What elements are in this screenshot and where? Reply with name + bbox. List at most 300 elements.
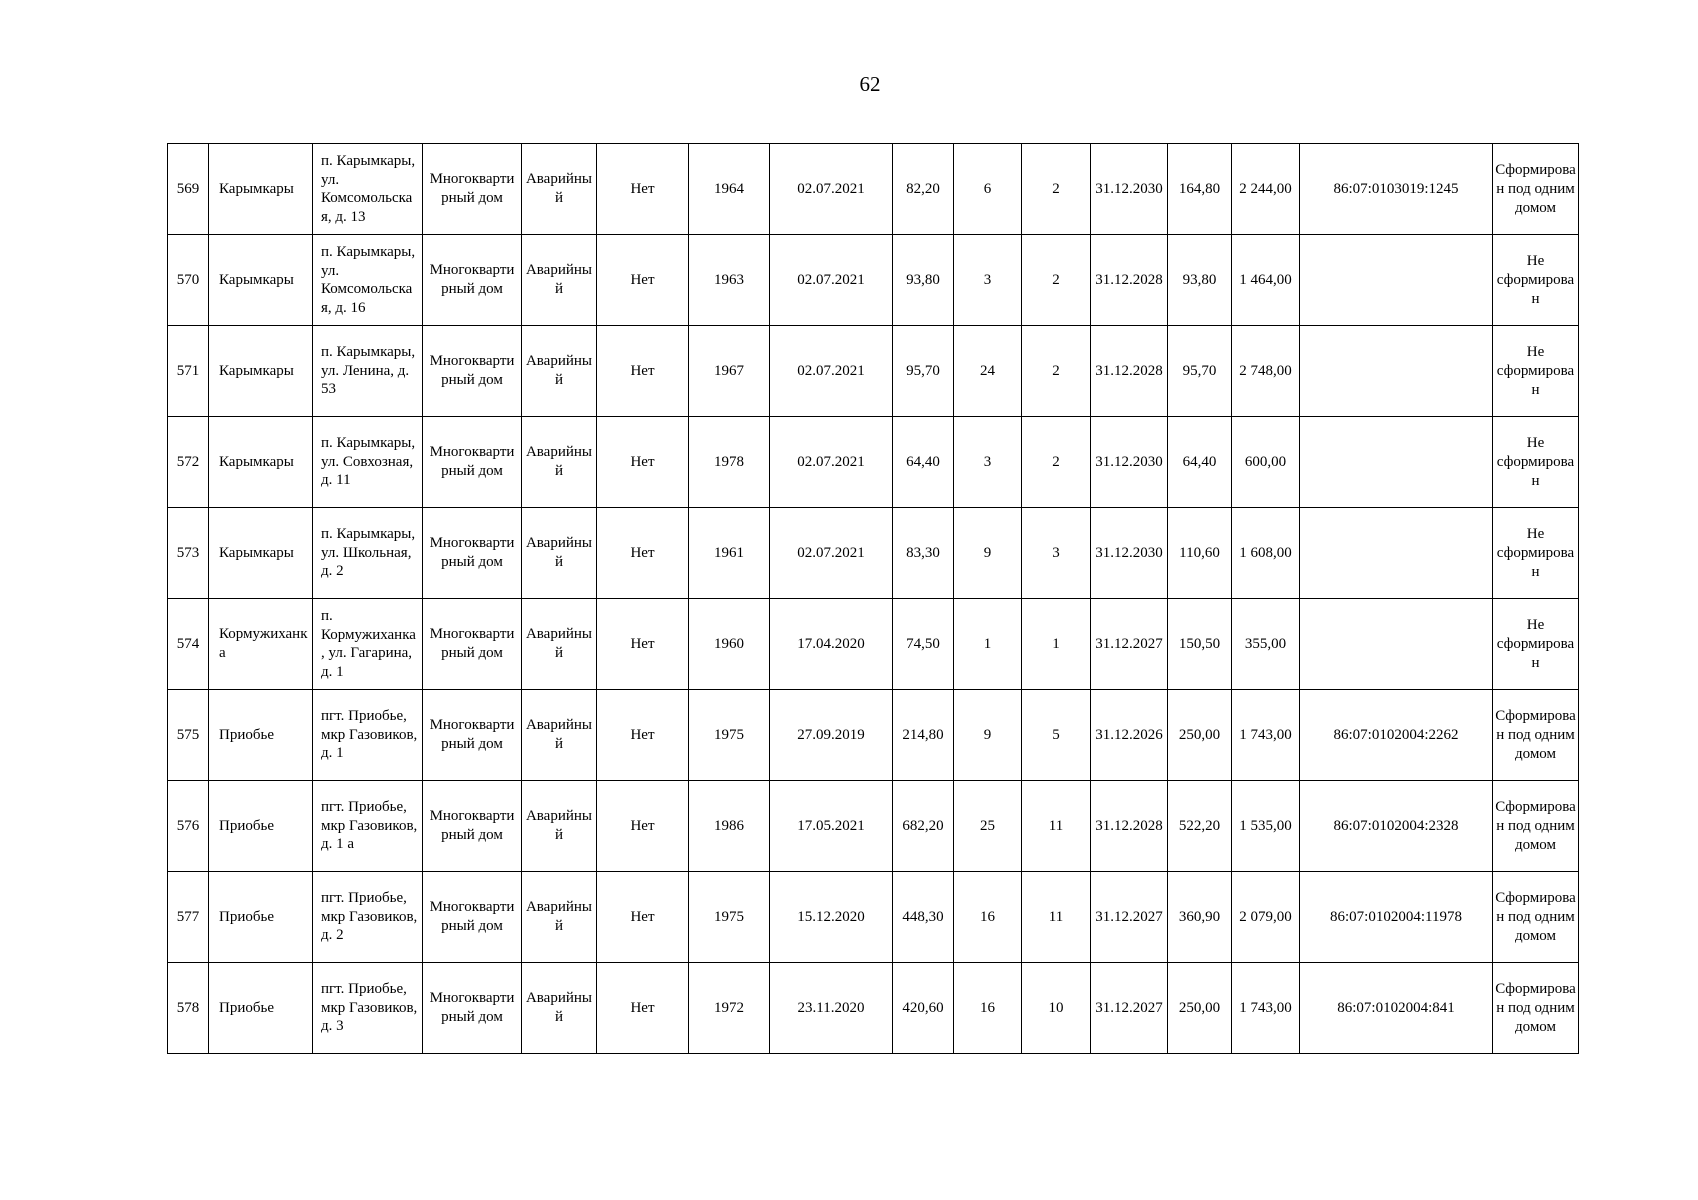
area-cell: [893, 235, 954, 326]
row-number-text: 575: [176, 726, 200, 743]
residents-cell: [954, 326, 1022, 417]
year-cell: [689, 690, 770, 781]
year-cell: [689, 417, 770, 508]
condition-cell: [522, 417, 597, 508]
condition-cell-text: Аварийный: [525, 717, 593, 752]
total-area-cell-text: 250,00: [1178, 999, 1221, 1016]
land-status-cell-text: Сформирован под одним домом: [1495, 161, 1576, 216]
settlement-cell: [209, 326, 313, 417]
settlement-cell: [209, 963, 313, 1054]
row-number: [168, 417, 209, 508]
date-cell: [770, 508, 893, 599]
date-cell: [770, 963, 893, 1054]
year-cell: [689, 144, 770, 235]
building-type-cell-text: Многоквартирный дом: [429, 444, 515, 479]
cadastral-number-cell: [1300, 235, 1493, 326]
row-number-text: 572: [176, 453, 200, 470]
deadline-cell: [1091, 872, 1168, 963]
value-cell-text: 600,00: [1244, 453, 1287, 470]
residents-cell-text: 9: [983, 544, 992, 561]
land-status-cell-text: Не сформирован: [1496, 343, 1575, 398]
deadline-cell-text: 31.12.2030: [1095, 544, 1163, 561]
date-cell: [770, 781, 893, 872]
condition-cell: [522, 963, 597, 1054]
deadline-cell: [1091, 144, 1168, 235]
floors-cell: [1022, 963, 1091, 1054]
settlement-cell-text: Приобье: [219, 817, 274, 834]
settlement-cell: [209, 508, 313, 599]
address-cell: [313, 417, 423, 508]
row-number: [168, 326, 209, 417]
year-cell-text: 1978: [714, 453, 744, 470]
row-number-text: 573: [176, 544, 200, 561]
date-cell-text: 02.07.2021: [797, 271, 865, 288]
deadline-cell-text: 31.12.2028: [1095, 817, 1163, 834]
value-cell-text: 355,00: [1244, 635, 1287, 652]
address-cell: [313, 963, 423, 1054]
condition-cell: [522, 690, 597, 781]
date-cell-text: 02.07.2021: [797, 180, 865, 197]
area-cell: [893, 508, 954, 599]
flag-cell: [597, 235, 689, 326]
table-row: [168, 690, 1579, 781]
table-row: [168, 781, 1579, 872]
value-cell-text: 2 244,00: [1239, 180, 1292, 197]
deadline-cell-text: 31.12.2026: [1095, 726, 1163, 743]
year-cell: [689, 235, 770, 326]
settlement-cell: [209, 599, 313, 690]
cadastral-number-cell: [1300, 326, 1493, 417]
flag-cell: [597, 872, 689, 963]
cadastral-number-cell: [1300, 417, 1493, 508]
residents-cell: [954, 781, 1022, 872]
land-status-cell-text: Не сформирован: [1496, 434, 1575, 489]
deadline-cell-text: 31.12.2028: [1095, 271, 1163, 288]
settlement-cell: [209, 417, 313, 508]
cadastral-number-cell: [1300, 690, 1493, 781]
date-cell-text: 02.07.2021: [797, 362, 865, 379]
building-type-cell: [423, 690, 522, 781]
total-area-cell: [1168, 144, 1232, 235]
housing-registry-table: [167, 143, 1579, 1054]
value-cell: [1232, 144, 1300, 235]
deadline-cell: [1091, 781, 1168, 872]
settlement-cell-text: Приобье: [219, 908, 274, 925]
floors-cell-text: 2: [1052, 362, 1060, 379]
floors-cell-text: 1: [1052, 635, 1060, 652]
row-number-text: 570: [176, 271, 200, 288]
address-cell-text: пгт. Приобье, мкр Газовиков, д. 2: [321, 890, 418, 944]
condition-cell: [522, 781, 597, 872]
land-status-cell-text: Не сформирован: [1496, 252, 1575, 307]
condition-cell-text: Аварийный: [525, 899, 593, 934]
residents-cell: [954, 690, 1022, 781]
year-cell: [689, 599, 770, 690]
address-cell-text: п. Карымкары, ул. Комсомольская, д. 13: [321, 153, 416, 225]
condition-cell-text: Аварийный: [525, 626, 593, 661]
row-number-text: 574: [176, 635, 200, 652]
area-cell: [893, 326, 954, 417]
residents-cell-text: 25: [980, 817, 995, 834]
total-area-cell: [1168, 872, 1232, 963]
condition-cell: [522, 326, 597, 417]
value-cell: [1232, 690, 1300, 781]
condition-cell: [522, 235, 597, 326]
year-cell-text: 1964: [714, 180, 744, 197]
deadline-cell: [1091, 235, 1168, 326]
deadline-cell-text: 31.12.2027: [1095, 635, 1163, 652]
condition-cell: [522, 599, 597, 690]
date-cell: [770, 235, 893, 326]
address-cell-text: п. Карымкары, ул. Комсомольская, д. 16: [321, 244, 416, 316]
building-type-cell: [423, 235, 522, 326]
year-cell-text: 1986: [714, 817, 744, 834]
land-status-cell: [1493, 235, 1579, 326]
residents-cell: [954, 508, 1022, 599]
flag-cell-text: Нет: [630, 362, 655, 379]
table-row: [168, 326, 1579, 417]
deadline-cell: [1091, 417, 1168, 508]
land-status-cell: [1493, 417, 1579, 508]
flag-cell-text: Нет: [630, 271, 655, 288]
area-cell: [893, 963, 954, 1054]
floors-cell-text: 2: [1052, 453, 1060, 470]
address-cell: [313, 872, 423, 963]
area-cell-text: 682,20: [902, 817, 944, 834]
building-type-cell-text: Многоквартирный дом: [429, 626, 515, 661]
address-cell-text: пгт. Приобье, мкр Газовиков, д. 1 а: [321, 799, 418, 853]
floors-cell: [1022, 872, 1091, 963]
address-cell: [313, 690, 423, 781]
date-cell-text: 23.11.2020: [797, 999, 865, 1016]
row-number-text: 576: [176, 817, 200, 834]
building-type-cell: [423, 508, 522, 599]
building-type-cell-text: Многоквартирный дом: [429, 899, 515, 934]
row-number: [168, 872, 209, 963]
row-number: [168, 235, 209, 326]
year-cell-text: 1975: [714, 908, 744, 925]
address-cell-text: пгт. Приобье, мкр Газовиков, д. 3: [321, 981, 418, 1035]
area-cell: [893, 144, 954, 235]
flag-cell: [597, 599, 689, 690]
flag-cell-text: Нет: [630, 999, 655, 1016]
condition-cell-text: Аварийный: [525, 171, 593, 206]
settlement-cell-text: Кормужиханка: [219, 626, 308, 661]
deadline-cell-text: 31.12.2027: [1095, 908, 1163, 925]
residents-cell: [954, 417, 1022, 508]
value-cell-text: 2 748,00: [1239, 362, 1292, 379]
settlement-cell-text: Карымкары: [219, 453, 294, 470]
condition-cell-text: Аварийный: [525, 990, 593, 1025]
residents-cell-text: 3: [983, 453, 992, 470]
date-cell: [770, 599, 893, 690]
residents-cell-text: 9: [983, 726, 992, 743]
settlement-cell: [209, 781, 313, 872]
cadastral-number-cell-text: 86:07:0102004:841: [1337, 999, 1455, 1016]
row-number: [168, 599, 209, 690]
condition-cell: [522, 872, 597, 963]
deadline-cell-text: 31.12.2030: [1095, 453, 1163, 470]
flag-cell-text: Нет: [630, 180, 655, 197]
land-status-cell-text: Сформирован под одним домом: [1495, 798, 1576, 853]
land-status-cell: [1493, 144, 1579, 235]
date-cell-text: 17.05.2021: [797, 817, 865, 834]
cadastral-number-cell: [1300, 599, 1493, 690]
floors-cell: [1022, 326, 1091, 417]
value-cell-text: 1 535,00: [1239, 817, 1292, 834]
total-area-cell: [1168, 690, 1232, 781]
year-cell-text: 1960: [714, 635, 744, 652]
area-cell-text: 420,60: [902, 999, 944, 1016]
deadline-cell: [1091, 690, 1168, 781]
year-cell-text: 1967: [714, 362, 744, 379]
building-type-cell-text: Многоквартирный дом: [429, 353, 515, 388]
row-number: [168, 963, 209, 1054]
total-area-cell-text: 64,40: [1182, 453, 1217, 470]
flag-cell: [597, 144, 689, 235]
total-area-cell-text: 110,60: [1179, 544, 1220, 561]
land-status-cell-text: Сформирован под одним домом: [1495, 980, 1576, 1035]
land-status-cell: [1493, 326, 1579, 417]
cadastral-number-cell: [1300, 508, 1493, 599]
residents-cell-text: 3: [983, 271, 992, 288]
floors-cell: [1022, 781, 1091, 872]
settlement-cell: [209, 690, 313, 781]
floors-cell-text: 2: [1052, 180, 1060, 197]
area-cell: [893, 781, 954, 872]
area-cell-text: 64,40: [906, 453, 940, 470]
flag-cell: [597, 963, 689, 1054]
flag-cell: [597, 690, 689, 781]
area-cell-text: 93,80: [906, 271, 940, 288]
total-area-cell-text: 250,00: [1178, 726, 1221, 743]
cadastral-number-cell-text: 86:07:0102004:2262: [1333, 726, 1459, 743]
settlement-cell-text: Карымкары: [219, 271, 294, 288]
table-row: [168, 872, 1579, 963]
floors-cell-text: 2: [1052, 271, 1060, 288]
condition-cell-text: Аварийный: [525, 444, 593, 479]
page-number: 62: [859, 72, 881, 96]
table-row: [168, 508, 1579, 599]
total-area-cell: [1168, 508, 1232, 599]
area-cell: [893, 599, 954, 690]
date-cell: [770, 417, 893, 508]
year-cell-text: 1961: [714, 544, 744, 561]
land-status-cell: [1493, 690, 1579, 781]
address-cell: [313, 508, 423, 599]
address-cell-text: п. Карымкары, ул. Школьная, д. 2: [321, 526, 416, 580]
flag-cell: [597, 326, 689, 417]
settlement-cell-text: Приобье: [219, 726, 274, 743]
row-number-text: 569: [176, 180, 200, 197]
residents-cell-text: 1: [983, 635, 992, 652]
area-cell-text: 82,20: [906, 180, 940, 197]
cadastral-number-cell: [1300, 872, 1493, 963]
table-body: [168, 144, 1579, 1054]
row-number-text: 571: [176, 362, 200, 379]
settlement-cell-text: Приобье: [219, 999, 274, 1016]
total-area-cell-text: 150,50: [1178, 635, 1221, 652]
deadline-cell: [1091, 508, 1168, 599]
date-cell: [770, 690, 893, 781]
table-row: [168, 235, 1579, 326]
row-number: [168, 508, 209, 599]
land-status-cell: [1493, 963, 1579, 1054]
address-cell: [313, 144, 423, 235]
flag-cell-text: Нет: [630, 544, 655, 561]
row-number: [168, 781, 209, 872]
floors-cell: [1022, 417, 1091, 508]
land-status-cell-text: Сформирован под одним домом: [1495, 889, 1576, 944]
building-type-cell-text: Многоквартирный дом: [429, 262, 515, 297]
total-area-cell: [1168, 235, 1232, 326]
date-cell: [770, 872, 893, 963]
cadastral-number-cell-text: 86:07:0103019:1245: [1333, 180, 1459, 197]
table-row: [168, 599, 1579, 690]
cadastral-number-cell: [1300, 781, 1493, 872]
deadline-cell: [1091, 963, 1168, 1054]
settlement-cell-text: Карымкары: [219, 544, 294, 561]
flag-cell: [597, 781, 689, 872]
residents-cell-text: 6: [983, 180, 992, 197]
land-status-cell-text: Сформирован под одним домом: [1495, 707, 1576, 762]
land-status-cell-text: Не сформирован: [1496, 616, 1575, 671]
year-cell: [689, 872, 770, 963]
area-cell-text: 74,50: [906, 635, 940, 652]
date-cell: [770, 326, 893, 417]
area-cell: [893, 872, 954, 963]
year-cell: [689, 508, 770, 599]
area-cell: [893, 417, 954, 508]
floors-cell-text: 11: [1048, 817, 1064, 834]
deadline-cell: [1091, 326, 1168, 417]
deadline-cell: [1091, 599, 1168, 690]
row-number: [168, 690, 209, 781]
value-cell-text: 1 608,00: [1239, 544, 1292, 561]
date-cell-text: 17.04.2020: [797, 635, 865, 652]
residents-cell: [954, 599, 1022, 690]
total-area-cell-text: 522,20: [1178, 817, 1221, 834]
cadastral-number-cell-text: 86:07:0102004:2328: [1333, 817, 1459, 834]
floors-cell-text: 5: [1052, 726, 1060, 743]
address-cell-text: пгт. Приобье, мкр Газовиков, д. 1: [321, 708, 418, 762]
address-cell-text: п. Кормужиханка, ул. Гагарина, д. 1: [321, 608, 416, 680]
condition-cell: [522, 508, 597, 599]
date-cell-text: 15.12.2020: [797, 908, 865, 925]
flag-cell: [597, 508, 689, 599]
value-cell: [1232, 872, 1300, 963]
year-cell-text: 1975: [714, 726, 744, 743]
area-cell-text: 95,70: [906, 362, 940, 379]
date-cell: [770, 144, 893, 235]
building-type-cell: [423, 872, 522, 963]
table-row: [168, 144, 1579, 235]
value-cell: [1232, 508, 1300, 599]
table-row: [168, 963, 1579, 1054]
settlement-cell: [209, 144, 313, 235]
residents-cell: [954, 872, 1022, 963]
building-type-cell-text: Многоквартирный дом: [429, 171, 515, 206]
total-area-cell-text: 360,90: [1178, 908, 1221, 925]
total-area-cell-text: 95,70: [1182, 362, 1217, 379]
cadastral-number-cell: [1300, 144, 1493, 235]
land-status-cell: [1493, 508, 1579, 599]
floors-cell-text: 3: [1052, 544, 1060, 561]
settlement-cell-text: Карымкары: [219, 362, 294, 379]
total-area-cell: [1168, 963, 1232, 1054]
settlement-cell-text: Карымкары: [219, 180, 294, 197]
condition-cell-text: Аварийный: [525, 808, 593, 843]
residents-cell-text: 24: [980, 362, 995, 379]
total-area-cell: [1168, 599, 1232, 690]
address-cell-text: п. Карымкары, ул. Совхозная, д. 11: [321, 435, 416, 489]
building-type-cell: [423, 417, 522, 508]
table-row: [168, 417, 1579, 508]
building-type-cell: [423, 599, 522, 690]
land-status-cell: [1493, 872, 1579, 963]
land-status-cell: [1493, 781, 1579, 872]
residents-cell: [954, 963, 1022, 1054]
flag-cell-text: Нет: [630, 635, 655, 652]
deadline-cell-text: 31.12.2028: [1095, 362, 1163, 379]
building-type-cell: [423, 144, 522, 235]
value-cell-text: 1 743,00: [1239, 726, 1292, 743]
address-cell: [313, 599, 423, 690]
value-cell: [1232, 417, 1300, 508]
residents-cell: [954, 144, 1022, 235]
building-type-cell: [423, 781, 522, 872]
address-cell: [313, 326, 423, 417]
total-area-cell: [1168, 417, 1232, 508]
floors-cell-text: 11: [1048, 908, 1064, 925]
value-cell: [1232, 235, 1300, 326]
deadline-cell-text: 31.12.2027: [1095, 999, 1163, 1016]
value-cell-text: 1 464,00: [1239, 271, 1292, 288]
flag-cell-text: Нет: [630, 726, 655, 743]
address-cell-text: п. Карымкары, ул. Ленина, д. 53: [321, 344, 416, 398]
residents-cell-text: 16: [980, 999, 995, 1016]
year-cell-text: 1963: [714, 271, 744, 288]
condition-cell-text: Аварийный: [525, 353, 593, 388]
date-cell-text: 02.07.2021: [797, 453, 865, 470]
residents-cell: [954, 235, 1022, 326]
cadastral-number-cell-text: 86:07:0102004:11978: [1330, 908, 1462, 925]
value-cell: [1232, 781, 1300, 872]
settlement-cell: [209, 235, 313, 326]
building-type-cell-text: Многоквартирный дом: [429, 717, 515, 752]
condition-cell-text: Аварийный: [525, 535, 593, 570]
floors-cell: [1022, 690, 1091, 781]
row-number-text: 578: [176, 999, 200, 1016]
building-type-cell-text: Многоквартирный дом: [429, 808, 515, 843]
area-cell-text: 448,30: [902, 908, 944, 925]
cadastral-number-cell: [1300, 963, 1493, 1054]
total-area-cell-text: 93,80: [1182, 271, 1217, 288]
flag-cell-text: Нет: [630, 908, 655, 925]
floors-cell: [1022, 599, 1091, 690]
year-cell: [689, 781, 770, 872]
year-cell: [689, 963, 770, 1054]
address-cell: [313, 235, 423, 326]
address-cell: [313, 781, 423, 872]
floors-cell: [1022, 508, 1091, 599]
total-area-cell-text: 164,80: [1178, 180, 1221, 197]
total-area-cell: [1168, 326, 1232, 417]
building-type-cell: [423, 326, 522, 417]
value-cell-text: 1 743,00: [1239, 999, 1292, 1016]
deadline-cell-text: 31.12.2030: [1095, 180, 1163, 197]
total-area-cell: [1168, 781, 1232, 872]
